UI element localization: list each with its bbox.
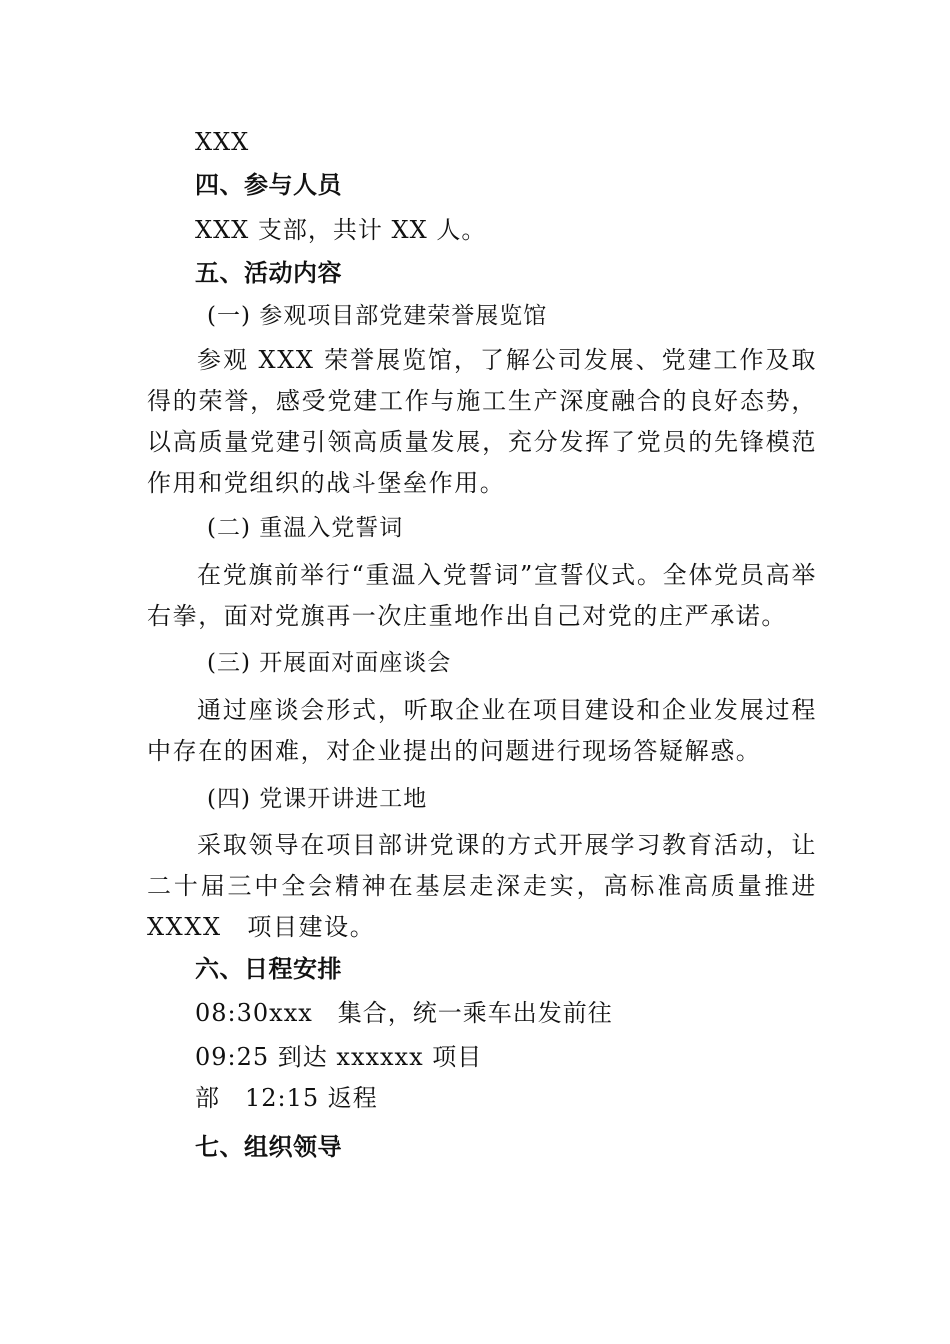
section-heading-organization: 七、组织领导 (195, 1133, 342, 1161)
activity-item-text-1: 参观 XXX 荣誉展览馆，了解公司发展、党建工作及取得的荣誉，感受党建工作与施工生产深度融合的良好态势，以高质量党建引领高质量发展，充分发挥了党员的先锋模范作用和党组织的战斗堡垒作用。 (147, 346, 817, 497)
section-heading-schedule: 六、日程安排 (195, 955, 342, 983)
activity-item-text-4: 采取领导在项目部讲党课的方式开展学习教育活动，让二十届三中全会精神在基层走深走实，高标准高质量推进 XXXX 项目建设。 (147, 831, 817, 941)
activity-item-title-2: (二) 重温入党誓词 (207, 515, 404, 541)
section-heading-activities: 五、活动内容 (195, 259, 342, 287)
activity-item-title-3: (三) 开展面对面座谈会 (207, 650, 452, 676)
section-heading-participants: 四、参与人员 (195, 171, 342, 199)
activity-item-title-1: (一) 参观项目部党建荣誉展览馆 (207, 303, 548, 329)
body-text-xxx: XXX (195, 128, 250, 156)
activity-item-text-3: 通过座谈会形式，听取企业在项目建设和企业发展过程中存在的困难，对企业提出的问题进行现场答疑解惑。 (147, 696, 817, 765)
activity-item-text-2: 在党旗前举行“重温入党誓词”宣誓仪式。全体党员高举右拳，面对党旗再一次庄重地作出自己对党的庄严承诺。 (147, 561, 817, 630)
participants-text: XXX 支部，共计 XX 人。 (195, 216, 487, 244)
schedule-line-3: 部 12:15 返程 (195, 1084, 378, 1112)
activity-item-title-4: (四) 党课开讲进工地 (207, 786, 428, 812)
schedule-line-1: 08:30xxx 集合，统一乘车出发前往 (195, 999, 613, 1027)
schedule-line-2: 09:25 到达 xxxxxx 项目 (195, 1043, 483, 1071)
